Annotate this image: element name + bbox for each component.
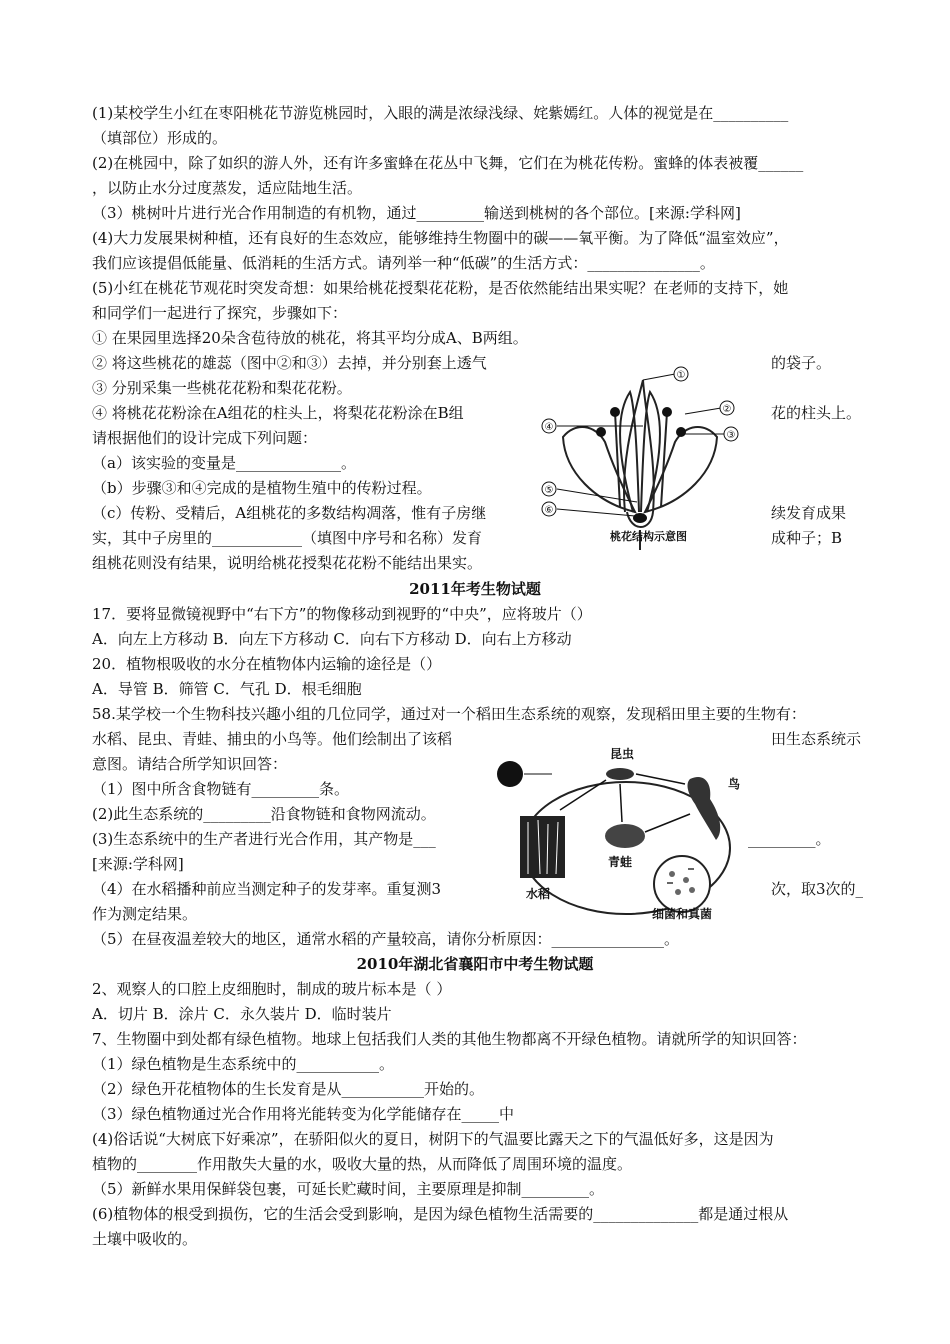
q58-part-3: (3)生态系统中的生产者进行光合作用，其产物是___ (92, 830, 436, 848)
flower-label-1: ① (676, 370, 686, 381)
sun-icon (497, 761, 523, 787)
label-insect: 昆虫 (610, 747, 635, 761)
flower-label-5: ⑤ (544, 485, 554, 496)
ecosystem-diagram (490, 744, 752, 920)
q20: 20．植物根吸收的水分在植物体内运输的途径是（） (92, 655, 442, 673)
sub-c-2-end: 成种子；B (771, 529, 843, 547)
q7-part-4: (4)俗话说“大树底下好乘凉”，在骄阳似火的夏日，树阴下的气温要比露天之下的气温低好多，这是因为 (92, 1130, 774, 1148)
bird-icon (688, 777, 721, 840)
sub-c: （c）传粉、受精后，A组桃花的多数结构凋落，惟有子房继 (92, 504, 487, 522)
q58-part-4-2: 作为测定结果。 (92, 905, 198, 923)
step-4: ④ 将桃花花粉涂在A组花的柱头上，将梨花花粉涂在B组 (92, 404, 464, 422)
step-2-end: 的袋子。 (771, 354, 832, 372)
sub-a: （a）该实验的变量是______________。 (92, 454, 356, 472)
q58-part-2: (2)此生态系统的_________沿食物链和食物网流动。 (92, 805, 436, 823)
q58-part-4-end: 次，取3次的_ (771, 880, 864, 898)
q58-part-3-end: _________。 (748, 830, 831, 848)
heading-2011: 2011年考生物试题 (409, 580, 541, 598)
q7-part-2: （2）绿色开花植物体的生长发育是从___________开始的。 (92, 1080, 485, 1098)
step-4-end: 花的柱头上。 (771, 404, 862, 422)
q4-line: (4)大力发展果树种植，还有良好的生态效应，能够维持生物圈中的碳——氧平衡。为了降低“温室效应”， (92, 229, 789, 247)
flower-caption: 桃花结构示意图 (610, 530, 687, 543)
insect-icon (606, 768, 634, 780)
q7-part-1: （1）绿色植物是生态系统中的___________。 (92, 1055, 395, 1073)
q2-line-2: ，以防止水分过度蒸发，适应陆地生活。 (92, 179, 363, 197)
q7-part-6: (6)植物体的根受到损伤，它的生活会受到影响，是因为绿色植物生活需要的______________都是通过根从 (92, 1205, 789, 1223)
q58: 58.某学校一个生物科技兴趣小组的几位同学，通过对一个稻田生态系统的观察，发现稻田里主要的生物有： (92, 705, 806, 723)
q58-part-5: （5）在昼夜温差较大的地区，通常水稻的产量较高，请你分析原因：_______________。 (92, 930, 680, 948)
q7-part-5: （5）新鲜水果用保鲜袋包裹，可延长贮藏时间，主要原理是抑制_________。 (92, 1180, 605, 1198)
sub-b: （b）步骤③和④完成的是植物生殖中的传粉过程。 (92, 479, 432, 497)
q7-part-4-2: 植物的________作用散失大量的水，吸收大量的热，从而降低了周围环境的温度。 (92, 1155, 633, 1173)
step-2: ② 将这些桃花的雄蕊（图中②和③）去掉，并分别套上透气 (92, 354, 487, 372)
q1-line-2: （填部位）形成的。 (92, 129, 228, 147)
q1-line: (1)某校学生小红在枣阳桃花节游览桃园时，入眼的满是浓绿浅绿、姹紫嫣红。人体的视觉是在__________ (92, 104, 789, 122)
sub-c-end: 续发育成果 (771, 504, 847, 522)
microbes-icon (654, 856, 710, 912)
sub-c-3: 组桃花则没有结果，说明给桃花授梨花花粉不能结出果实。 (92, 554, 483, 572)
step-1: ① 在果园里选择20朵含苞待放的桃花，将其平均分成A、B两组。 (92, 329, 528, 347)
instruction-line: 请根据他们的设计完成下列问题： (92, 429, 318, 447)
flower-label-3: ③ (726, 430, 736, 441)
frog-icon (605, 824, 645, 848)
label-bird: 鸟 (728, 777, 741, 791)
q58-part-4: （4）在水稻播种前应当测定种子的发芽率。重复测3 (92, 880, 442, 898)
heading-2010: 2010年湖北省襄阳市中考生物试题 (356, 955, 594, 973)
q2-line: (2)在桃园中，除了如织的游人外，还有许多蜜蜂在花丛中飞舞，它们在为桃花传粉。蜜蜂的体表被覆______ (92, 154, 804, 172)
q58-source: [来源:学科网] (92, 855, 184, 873)
q5-line-2: 和同学们一起进行了探究，步骤如下： (92, 304, 348, 322)
q17: 17．要将显微镜视野中“右下方”的物像移动到视野的“中央”，应将玻片（） (92, 605, 592, 623)
step-3: ③ 分别采集一些桃花花粉和梨花花粉。 (92, 379, 352, 397)
q58-part-1: （1）图中所含食物链有_________条。 (92, 780, 350, 798)
q17-options: A．向左上方移动 B．向左下方移动 C．向右下方移动 D．向右上方移动 (92, 630, 572, 648)
q7: 7、生物圈中到处都有绿色植物。地球上包括我们人类的其他生物都离不开绿色植物。请就所学的知识回答： (92, 1030, 807, 1048)
label-microbes: 细菌和真菌 (652, 907, 713, 920)
label-rice: 水稻 (526, 887, 551, 901)
q58-line-3: 意图。请结合所学知识回答： (92, 755, 288, 773)
q5-line: (5)小红在桃花节观花时突发奇想：如果给桃花授梨花花粉，是否依然能结出果实呢？在老师的支持下，她 (92, 279, 789, 297)
flower-label-6: ⑥ (544, 505, 554, 516)
peach-flower-diagram (535, 362, 750, 550)
q58-line-2-end: 田生态系统示 (771, 730, 862, 748)
q7-part-3: （3）绿色植物通过光合作用将光能转变为化学能储存在_____中 (92, 1105, 515, 1123)
sub-c-2: 实，其中子房里的____________（填图中序号和名称）发育 (92, 529, 483, 547)
label-frog: 青蛙 (608, 855, 633, 869)
q7-part-6-2: 土壤中吸收的。 (92, 1230, 198, 1248)
q58-line-2: 水稻、昆虫、青蛙、捕虫的小鸟等。他们绘制出了该稻 (92, 730, 453, 748)
q20-options: A．导管 B．筛管 C．气孔 D．根毛细胞 (92, 680, 362, 698)
q4-line-2: 我们应该提倡低能量、低消耗的生活方式。请列举一种“低碳”的生活方式：_______________。 (92, 254, 715, 272)
flower-label-2: ② (722, 404, 732, 415)
q3-line: （3）桃树叶片进行光合作用制造的有机物，通过_________输送到桃树的各个部位。[来源:学科网] (92, 204, 741, 222)
flower-label-4: ④ (544, 422, 554, 433)
q2-options: A．切片 B．涂片 C．永久装片 D．临时装片 (92, 1005, 392, 1023)
q2: 2、观察人的口腔上皮细胞时，制成的玻片标本是（ ） (92, 980, 452, 998)
